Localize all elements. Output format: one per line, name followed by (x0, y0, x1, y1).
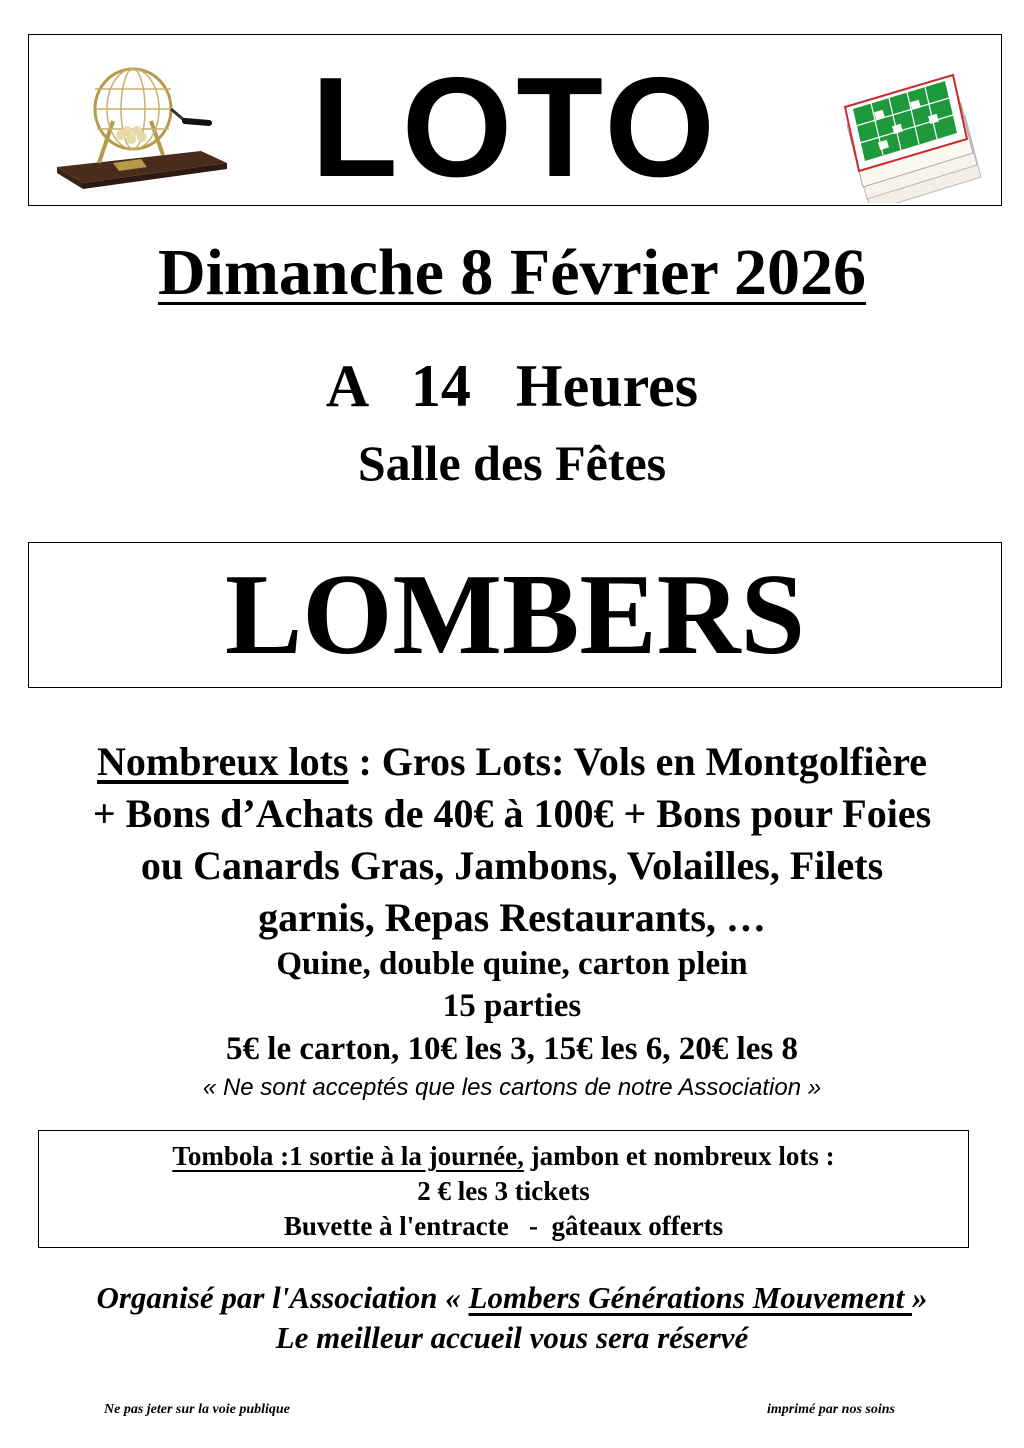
tombola-line-1-text: jambon et nombreux lots : (523, 1141, 835, 1171)
welcome-line: Le meilleur accueil vous sera réservé (275, 1320, 749, 1355)
tombola-line-2: 2 € les 3 tickets (417, 1176, 590, 1206)
tombola-box (38, 1130, 969, 1248)
event-city: LOMBERS (224, 551, 806, 679)
tombola-line-3: Buvette à l'entracte - gâteaux offerts (283, 1211, 724, 1241)
prizes-line-1 (0, 739, 1024, 784)
city-box (28, 542, 1002, 688)
prizes-line-4: garnis, Repas Restaurants, … (258, 895, 766, 940)
cards-note: « Ne sont acceptés que les cartons de notre Association » (202, 1074, 822, 1101)
prizes-label: Nombreux lots (97, 739, 349, 784)
footer-left-note: Ne pas jeter sur la voie publique (104, 1402, 290, 1417)
prizes-line-2: + Bons d’Achats de 40€ à 100€ + Bons pour Foies (92, 791, 932, 836)
tombola-label: Tombola :1 sortie à la journée, (172, 1141, 524, 1171)
game-prices: 5€ le carton, 10€ les 3, 15€ les 6, 20€ les 8 (226, 1031, 798, 1067)
prizes-line-1-text: : Gros Lots: Vols en Montgolfière (348, 739, 927, 784)
footer-right-note: imprimé par nos soins (767, 1402, 895, 1417)
organizer-name: Lombers Générations Mouvement (468, 1280, 913, 1315)
header-box (28, 34, 1002, 206)
game-parts: 15 parties (442, 988, 582, 1024)
event-venue: Salle des Fêtes (357, 435, 667, 491)
organizer-line: Organisé par l'Association « Lombers Générations Mouvement » (96, 1280, 928, 1315)
page-title: LOTO (311, 48, 719, 207)
prizes-line-3: ou Canards Gras, Jambons, Volailles, Filets (140, 843, 884, 888)
event-date: Dimanche 8 Février 2026 (157, 236, 867, 309)
bingo-cards-icon (841, 53, 991, 203)
tombola-line-1 (39, 1143, 968, 1170)
event-time: A 14 Heures (325, 353, 699, 419)
game-types: Quine, double quine, carton plein (276, 946, 748, 982)
